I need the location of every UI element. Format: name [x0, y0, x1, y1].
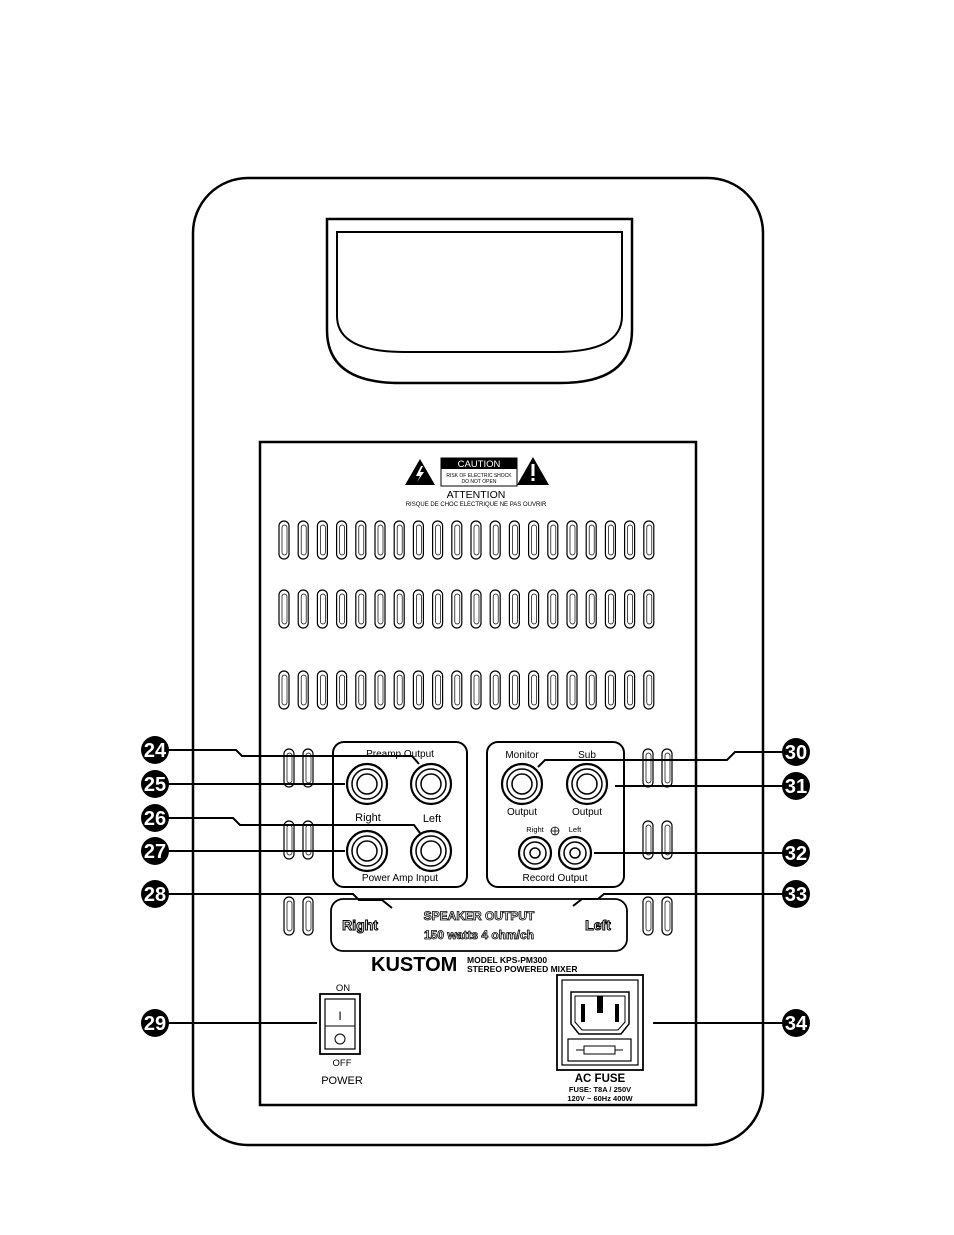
svg-text:34: 34 — [784, 1013, 808, 1035]
vent-slot — [662, 749, 672, 787]
vent-slot — [279, 671, 289, 709]
ac-fuse-title: AC FUSE — [574, 1073, 626, 1085]
vent-slot — [644, 671, 654, 709]
vent-slot — [337, 590, 347, 628]
vent-slot — [586, 521, 596, 559]
power-on-label: ON — [335, 983, 351, 994]
brand-block — [371, 954, 578, 976]
record-right-label: Right — [526, 825, 544, 834]
vent-slot — [605, 590, 615, 628]
preamp-output-label: Preamp Output — [366, 749, 434, 760]
power-amp-right-jack[interactable] — [347, 831, 387, 871]
monitor-output-label: Output — [506, 807, 538, 818]
vent-slot — [490, 671, 500, 709]
fuse-rating: FUSE: T8A / 250V — [568, 1085, 632, 1094]
speaker-output-title: SPEAKER OUTPUT — [423, 909, 535, 923]
kustom-logo: KUSTOM — [371, 954, 458, 976]
vent-slot — [509, 521, 519, 559]
svg-text:28: 28 — [143, 884, 167, 906]
callout-28 — [141, 880, 169, 908]
monitor-label: Monitor — [505, 750, 539, 761]
vent-slot — [548, 671, 558, 709]
speaker-output-plate — [331, 899, 627, 951]
vent-slot — [317, 671, 327, 709]
vent-slot — [586, 671, 596, 709]
vent-slot — [548, 521, 558, 559]
record-right-rca[interactable] — [519, 837, 551, 869]
vent-slot — [586, 590, 596, 628]
sub-label: Sub — [578, 750, 596, 761]
callout-30 — [782, 738, 810, 766]
vent-slot — [567, 521, 577, 559]
vent-slot — [490, 590, 500, 628]
record-left-label: Left — [568, 825, 582, 834]
vent-slot — [605, 521, 615, 559]
vent-slot — [625, 590, 635, 628]
vent-slot — [356, 590, 366, 628]
vent-slot — [375, 521, 385, 559]
power-amp-left-jack[interactable] — [411, 831, 451, 871]
vent-slot — [298, 521, 308, 559]
vent-slot — [452, 521, 462, 559]
vent-slot — [471, 590, 481, 628]
vent-slot — [303, 897, 313, 935]
vent-slot — [529, 590, 539, 628]
callout-34 — [782, 1009, 810, 1037]
callout-32 — [782, 839, 810, 867]
caution-line1: RISK OF ELECTRIC SHOCK — [446, 473, 512, 479]
vent-slot — [452, 590, 462, 628]
svg-text:33: 33 — [784, 884, 808, 906]
vent-slot — [317, 590, 327, 628]
sub-output-jack[interactable] — [567, 764, 607, 804]
sub-output-label: Output — [571, 807, 603, 818]
svg-text:27: 27 — [143, 841, 167, 863]
vent-slot — [490, 521, 500, 559]
carry-handle — [327, 219, 632, 383]
power-off-label: OFF — [332, 1058, 352, 1069]
vent-slot — [471, 521, 481, 559]
vent-slot — [644, 521, 654, 559]
vent-slot — [279, 521, 289, 559]
ground-icon — [551, 827, 559, 835]
vent-slot — [298, 671, 308, 709]
vent-slot — [433, 590, 443, 628]
callout-25 — [141, 770, 169, 798]
vent-slot — [509, 671, 519, 709]
speaker-output-spec: 150 watts 4 ohm/ch — [423, 928, 535, 942]
switch-on-symbol: I — [338, 1009, 342, 1023]
vent-slot — [529, 671, 539, 709]
vent-slot — [298, 590, 308, 628]
vent-slot — [567, 671, 577, 709]
svg-text:29: 29 — [143, 1013, 167, 1035]
vent-slot — [662, 897, 672, 935]
caution-title: CAUTION — [457, 459, 501, 470]
monitor-output-jack[interactable] — [502, 764, 542, 804]
vent-slot — [567, 590, 577, 628]
vent-slot — [284, 749, 294, 787]
svg-text:25: 25 — [143, 774, 167, 796]
attention-title: ATTENTION — [446, 489, 506, 501]
vent-slot — [433, 521, 443, 559]
vent-slot — [303, 749, 313, 787]
vent-slot — [548, 590, 558, 628]
vent-slot — [643, 749, 653, 787]
vent-slot — [356, 671, 366, 709]
speaker-right-label: Right — [342, 917, 378, 933]
speaker-left-label: Left — [585, 917, 611, 933]
callout-31 — [782, 772, 810, 800]
model-description: STEREO POWERED MIXER — [467, 964, 578, 974]
power-amp-input-label: Power Amp Input — [361, 873, 439, 884]
vent-slot — [394, 671, 404, 709]
vent-slot — [605, 671, 615, 709]
vent-slot — [413, 521, 423, 559]
vent-slot — [337, 671, 347, 709]
vent-slot — [529, 521, 539, 559]
svg-text:24: 24 — [143, 740, 167, 762]
attention-french: RISQUE DE CHOC ELECTRIQUE NE PAS OUVRIR — [405, 502, 547, 508]
svg-text:30: 30 — [784, 742, 808, 764]
preamp-left-jack[interactable] — [411, 764, 451, 804]
vent-slot — [433, 671, 443, 709]
svg-text:31: 31 — [784, 776, 808, 798]
svg-text:26: 26 — [143, 808, 167, 830]
caution-line2: DO NOT OPEN — [461, 479, 497, 485]
vent-slot — [284, 897, 294, 935]
preamp-right-jack[interactable] — [347, 764, 387, 804]
mains-rating: 120V ~ 60Hz 400W — [567, 1094, 633, 1103]
vent-slot — [303, 821, 313, 859]
callout-27 — [141, 837, 169, 865]
svg-text:32: 32 — [784, 843, 808, 865]
vent-slot — [644, 590, 654, 628]
vent-slot — [452, 671, 462, 709]
vent-slot — [375, 590, 385, 628]
vent-slot — [394, 590, 404, 628]
vent-slot — [625, 521, 635, 559]
power-label: POWER — [321, 1075, 363, 1087]
left-label: Left — [422, 813, 442, 825]
monitor-jack-group — [487, 742, 624, 887]
vent-slot — [284, 821, 294, 859]
vent-slot — [394, 521, 404, 559]
vent-slot — [413, 671, 423, 709]
vent-slot — [279, 590, 289, 628]
vent-slot — [375, 671, 385, 709]
callout-24 — [141, 736, 169, 764]
vent-slot — [625, 671, 635, 709]
vent-slot — [643, 897, 653, 935]
right-label: Right — [355, 812, 381, 824]
vent-slot — [509, 590, 519, 628]
record-output-label: Record Output — [522, 873, 588, 884]
vent-slot — [356, 521, 366, 559]
callout-33 — [782, 880, 810, 908]
vent-slot — [337, 521, 347, 559]
callout-26 — [141, 804, 169, 832]
callout-29 — [141, 1009, 169, 1037]
record-left-rca[interactable] — [559, 837, 591, 869]
vent-slot — [413, 590, 423, 628]
vent-slot — [317, 521, 327, 559]
model-number: MODEL KPS-PM300 — [467, 955, 548, 965]
vent-slot — [471, 671, 481, 709]
